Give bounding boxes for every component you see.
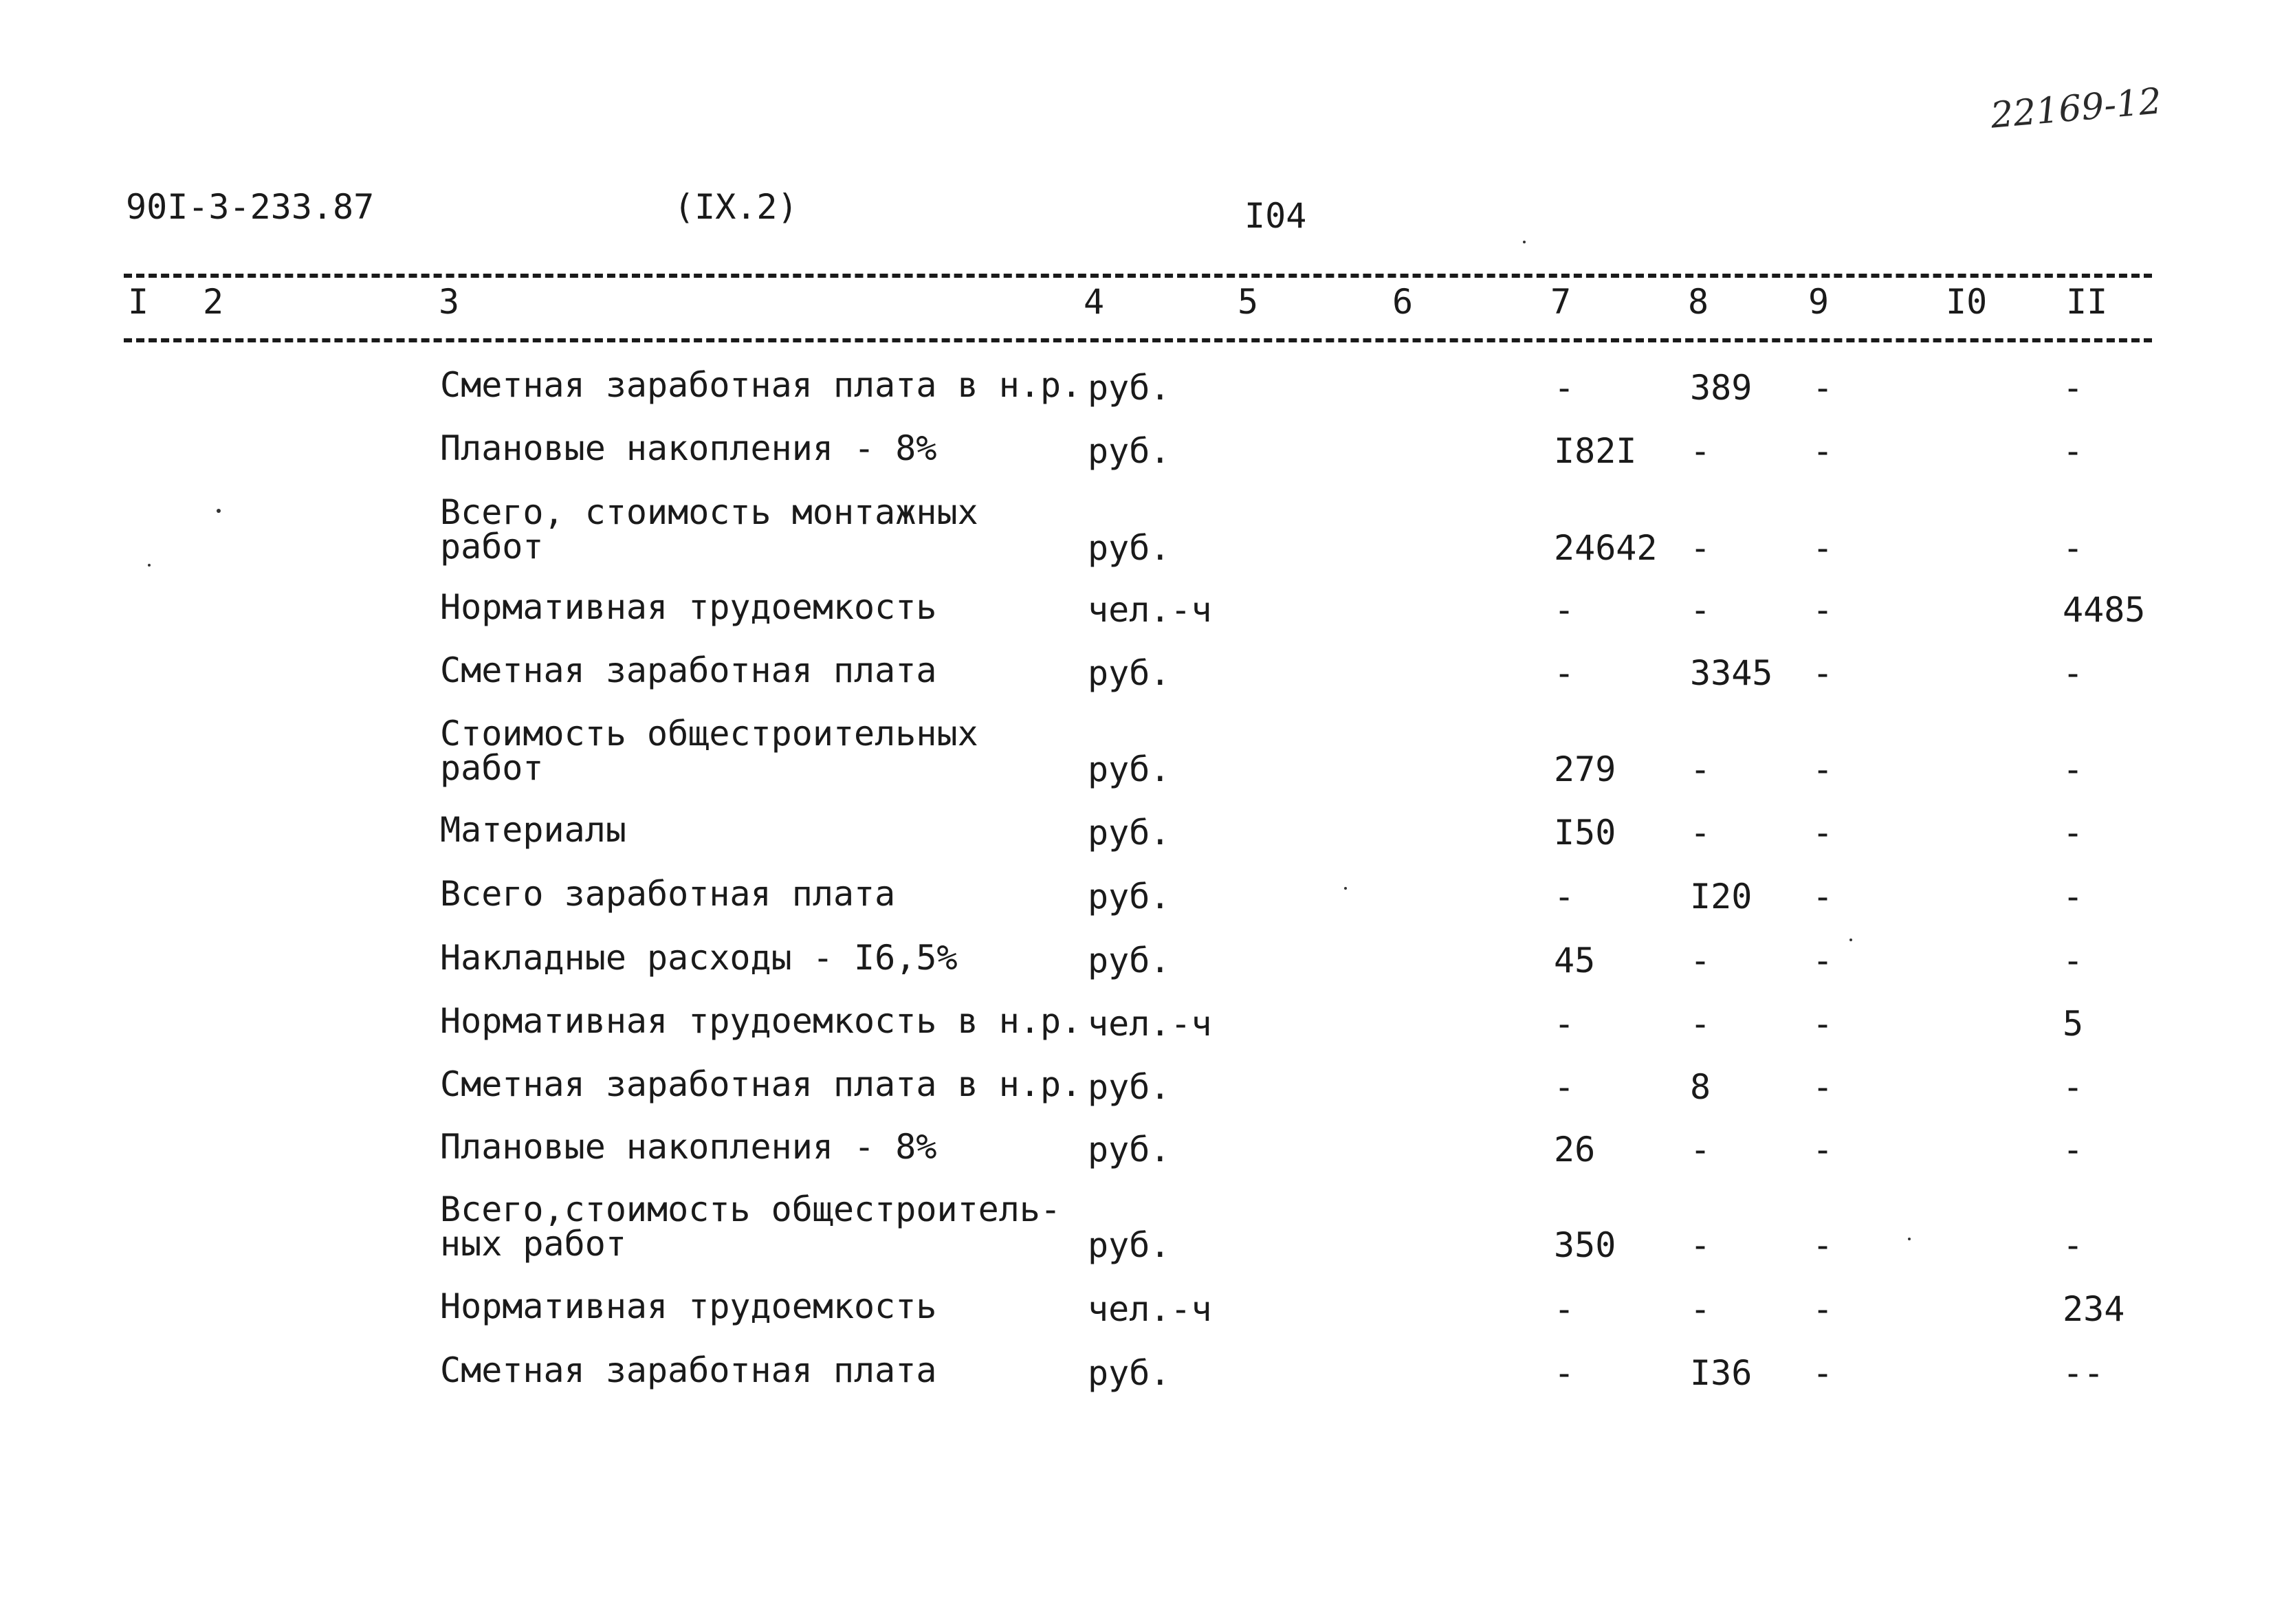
section-number: (IX.2) xyxy=(674,187,798,227)
column-number: I0 xyxy=(1946,282,1988,322)
row-value-col9: - xyxy=(1812,368,1834,408)
row-unit: руб. xyxy=(1088,941,1171,980)
row-value-col8: - xyxy=(1690,941,1711,980)
row-value-col7: - xyxy=(1554,1004,1575,1044)
row-unit: руб. xyxy=(1088,1130,1171,1170)
row-value-col11: - xyxy=(2063,749,2084,789)
scan-speck xyxy=(1908,1238,1911,1240)
row-item-name: Накладные расходы - I6,5% xyxy=(440,938,958,978)
row-item-name: Плановые накопления - 8% xyxy=(440,1127,937,1167)
scan-speck xyxy=(217,509,221,513)
row-value-col8: - xyxy=(1690,1130,1711,1170)
column-number: 5 xyxy=(1238,282,1259,322)
column-number: 3 xyxy=(439,282,460,322)
row-unit: чел.-ч xyxy=(1088,1004,1212,1044)
column-number: 9 xyxy=(1808,282,1830,322)
row-value-col8: - xyxy=(1690,590,1711,630)
row-value-col9: - xyxy=(1812,1067,1834,1107)
row-item-name: Всего заработная плата xyxy=(440,874,896,914)
row-value-col8: - xyxy=(1690,431,1711,471)
row-item-name: Стоимость общестроительных работ xyxy=(440,714,978,788)
row-value-col8: - xyxy=(1690,528,1711,568)
row-value-col7: - xyxy=(1554,1067,1575,1107)
row-item-name: Нормативная трудоемкость xyxy=(440,587,937,627)
row-unit: руб. xyxy=(1088,1353,1171,1393)
column-number: 6 xyxy=(1392,282,1414,322)
row-value-col8: 389 xyxy=(1690,368,1753,408)
column-number: 8 xyxy=(1688,282,1709,322)
row-unit: руб. xyxy=(1088,653,1171,693)
row-unit: руб. xyxy=(1088,877,1171,917)
row-value-col7: 350 xyxy=(1554,1225,1616,1265)
scan-speck xyxy=(1344,887,1347,890)
scan-speck xyxy=(148,564,151,567)
row-unit: чел.-ч xyxy=(1088,1289,1212,1329)
row-unit: руб. xyxy=(1088,1225,1171,1265)
row-value-col11: - xyxy=(2063,1130,2084,1170)
column-number: 4 xyxy=(1084,282,1105,322)
row-value-col8: - xyxy=(1690,1004,1711,1044)
document-code: 90I-3-233.87 xyxy=(126,187,375,227)
row-value-col9: - xyxy=(1812,653,1834,693)
row-value-col8: - xyxy=(1690,1289,1711,1329)
row-value-col7: 45 xyxy=(1554,941,1596,980)
row-value-col8: I36 xyxy=(1690,1353,1753,1393)
row-value-col8: I20 xyxy=(1690,877,1753,917)
row-value-col7: - xyxy=(1554,590,1575,630)
row-value-col7: - xyxy=(1554,368,1575,408)
row-unit: руб. xyxy=(1088,431,1171,471)
row-item-name: Нормативная трудоемкость xyxy=(440,1286,937,1326)
scan-speck xyxy=(1523,241,1526,243)
row-unit: руб. xyxy=(1088,1067,1171,1107)
row-item-name: Всего, стоимость монтажных работ xyxy=(440,492,978,567)
row-value-col9: - xyxy=(1812,877,1834,917)
row-value-col8: - xyxy=(1690,813,1711,853)
row-value-col11: - xyxy=(2063,941,2084,980)
row-item-name: Всего,стоимость общестроитель- ных работ xyxy=(440,1189,1062,1264)
row-value-col9: - xyxy=(1812,813,1834,853)
row-value-col9: - xyxy=(1812,528,1834,568)
row-value-col9: - xyxy=(1812,431,1834,471)
row-value-col11: - xyxy=(2063,1225,2084,1265)
row-value-col7: 24642 xyxy=(1554,528,1658,568)
row-value-col11: 234 xyxy=(2063,1289,2125,1329)
row-value-col9: - xyxy=(1812,590,1834,630)
header-top-rule xyxy=(124,274,2152,278)
row-value-col9: - xyxy=(1812,941,1834,980)
row-value-col9: - xyxy=(1812,1289,1834,1329)
row-value-col7: I82I xyxy=(1554,431,1637,471)
row-value-col11: 5 xyxy=(2063,1004,2084,1044)
row-value-col9: - xyxy=(1812,749,1834,789)
row-unit: руб. xyxy=(1088,813,1171,853)
row-value-col7: - xyxy=(1554,1353,1575,1393)
row-value-col8: - xyxy=(1690,1225,1711,1265)
row-item-name: Сметная заработная плата xyxy=(440,650,937,690)
row-value-col11: - xyxy=(2063,1067,2084,1107)
row-value-col9: - xyxy=(1812,1130,1834,1170)
row-value-col11: - xyxy=(2063,813,2084,853)
column-number: 2 xyxy=(203,282,224,322)
row-value-col8: 8 xyxy=(1690,1067,1711,1107)
row-value-col11: - xyxy=(2063,368,2084,408)
row-value-col7: 26 xyxy=(1554,1130,1596,1170)
row-value-col7: I50 xyxy=(1554,813,1616,853)
page-number: I04 xyxy=(1244,196,1307,236)
row-value-col11: - xyxy=(2063,528,2084,568)
column-number: 7 xyxy=(1550,282,1572,322)
column-number: I xyxy=(128,282,149,322)
row-value-col11: - xyxy=(2063,877,2084,917)
row-item-name: Плановые накопления - 8% xyxy=(440,428,937,468)
row-item-name: Сметная заработная плата в н.р. xyxy=(440,1064,1082,1104)
row-item-name: Сметная заработная плата xyxy=(440,1350,937,1390)
row-unit: руб. xyxy=(1088,749,1171,789)
handwritten-note: 22169-12 xyxy=(1988,80,2164,137)
row-unit: руб. xyxy=(1088,368,1171,408)
row-value-col11: - xyxy=(2063,431,2084,471)
row-unit: руб. xyxy=(1088,528,1171,568)
row-item-name: Материалы xyxy=(440,810,626,850)
row-item-name: Нормативная трудоемкость в н.р. xyxy=(440,1001,1082,1041)
header-bottom-rule xyxy=(124,338,2152,342)
row-value-col9: - xyxy=(1812,1225,1834,1265)
row-value-col7: - xyxy=(1554,877,1575,917)
row-unit: чел.-ч xyxy=(1088,590,1212,630)
row-value-col7: - xyxy=(1554,1289,1575,1329)
column-number: II xyxy=(2066,282,2108,322)
row-item-name: Сметная заработная плата в н.р. xyxy=(440,365,1082,405)
row-value-col7: - xyxy=(1554,653,1575,693)
row-value-col11: - xyxy=(2063,653,2084,693)
row-value-col11: 4485 xyxy=(2063,590,2146,630)
row-value-col7: 279 xyxy=(1554,749,1616,789)
scan-speck xyxy=(1849,939,1852,941)
row-value-col9: - xyxy=(1812,1353,1834,1393)
row-value-col11: -- xyxy=(2063,1353,2105,1393)
row-value-col8: - xyxy=(1690,749,1711,789)
row-value-col8: 3345 xyxy=(1690,653,1773,693)
row-value-col9: - xyxy=(1812,1004,1834,1044)
